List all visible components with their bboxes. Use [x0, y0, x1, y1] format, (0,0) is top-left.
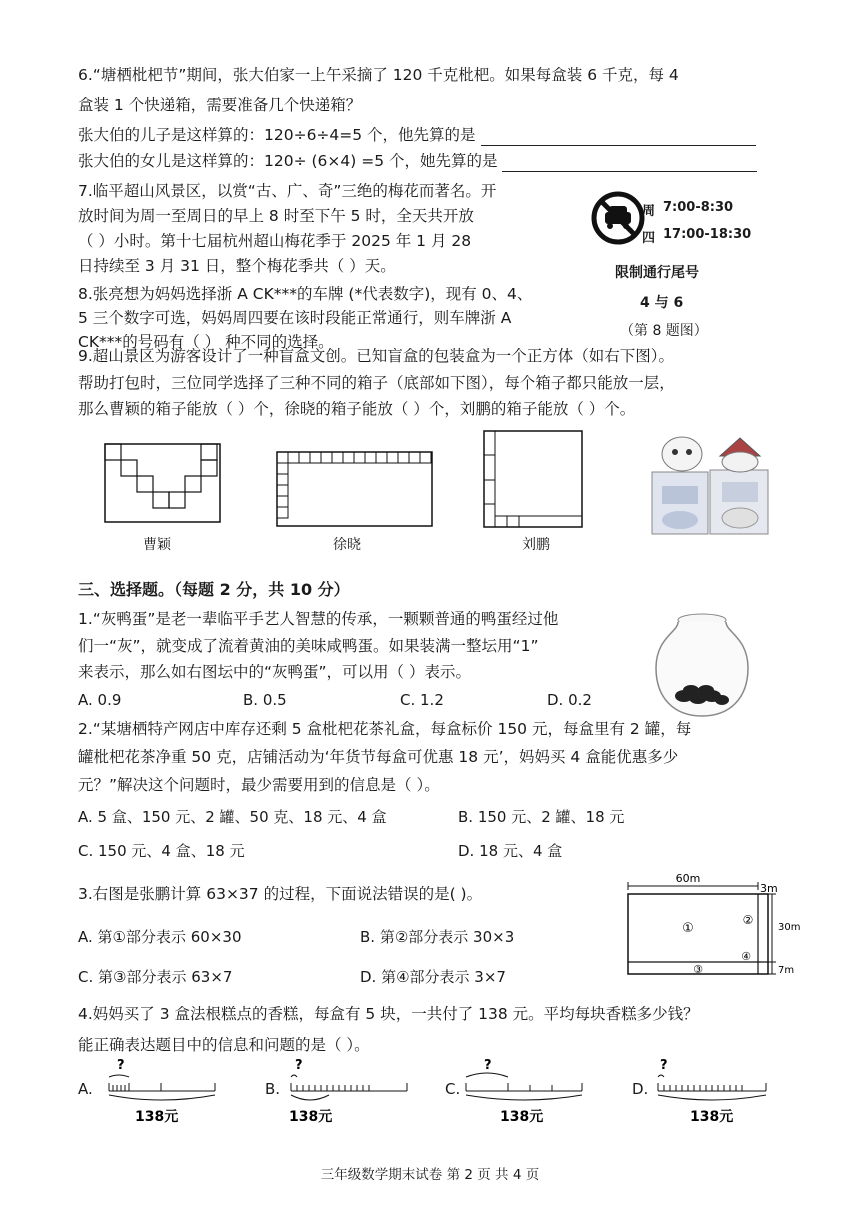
fig-part-4: ④ — [741, 950, 751, 963]
grid-cell — [277, 463, 288, 474]
q7-line-3: （ ）小时。第十七届杭州超山梅花季于 2025 年 1 月 28 — [78, 232, 472, 250]
fig-label-30m: 30m — [778, 922, 801, 933]
fig-label-3m: 3m — [760, 882, 778, 895]
grid-cell — [376, 452, 387, 463]
q8-line-3: CK***的号码有（ ） 种不同的选择。 — [78, 333, 334, 351]
total-label: 138元 — [690, 1109, 734, 1125]
q7-line-2: 放时间为周一至周日的早上 8 时至下午 5 时，全天共开放 — [78, 207, 474, 225]
grid-cell — [277, 507, 288, 518]
box-liupeng-figure — [483, 430, 585, 530]
total-label: 138元 — [135, 1109, 179, 1125]
c2-line-2: 罐枇杷花茶净重 50 克，店铺活动为‘年货节每盒可优惠 18 元’，妈妈买 4 盒能优惠多少 — [78, 748, 679, 766]
q6-line-4 — [78, 150, 757, 172]
grid-cell — [310, 452, 321, 463]
sign-day-1: 周 — [642, 204, 656, 219]
c3-option-b[interactable]: B. 第②部分表示 30×3 — [360, 928, 515, 946]
c1-line-3: 来表示，那么如右图坛中的“灰鸭蛋”，可以用（ ）表示。 — [78, 663, 471, 681]
grid-cell — [277, 485, 288, 496]
fig-label-60m: 60m — [675, 872, 701, 885]
c2-option-a[interactable]: A. 5 盒、150 元、2 罐、50 克、18 元、4 盒 — [78, 808, 387, 826]
c2-line-1: 2.“某塘栖特产网店中库存还剩 5 盒枇杷花茶礼盒，每盒标价 150 元，每盒里有 2 罐，每 — [78, 720, 692, 738]
grid-cell — [420, 452, 431, 463]
c3-option-c[interactable]: C. 第③部分表示 63×7 — [78, 968, 233, 986]
c4-diagram-b — [285, 1055, 413, 1127]
c1-option-c[interactable]: C. 1.2 — [400, 691, 444, 709]
q6-line-3 — [78, 124, 756, 146]
c2-line-3: 元？”解决这个问题时，最少需要用到的信息是（ ）。 — [78, 776, 440, 794]
grid-cell — [277, 496, 288, 507]
jar-icon — [652, 612, 752, 720]
total-label: 138元 — [289, 1109, 333, 1125]
grid-cell — [277, 452, 288, 463]
answer-blank[interactable] — [481, 145, 756, 146]
fig-part-1: ① — [682, 921, 694, 936]
sign-time-2: 17:00-18:30 — [663, 227, 752, 242]
sign-day-2: 四 — [642, 231, 656, 246]
c1-option-b[interactable]: B. 0.5 — [243, 691, 287, 709]
question-mark: ? — [484, 1058, 492, 1073]
grid-cell — [343, 452, 354, 463]
grid-cell — [299, 452, 310, 463]
c4-diagram-c — [460, 1055, 588, 1127]
c4-line-1: 4.妈妈买了 3 盒法根糕点的香糕，每盒有 5 块，一共付了 138 元。平均每块香糕多少钱？ — [78, 1005, 699, 1023]
sign-numbers: 4 与 6 — [640, 295, 684, 311]
question-mark: ? — [295, 1058, 303, 1073]
blind-box-photo-icon — [648, 430, 772, 538]
box-xuxiao-label: 徐晓 — [333, 537, 361, 553]
box-liupeng-label: 刘鹏 — [522, 537, 550, 553]
fig-part-2: ② — [742, 913, 754, 927]
page-footer: 三年级数学期末试卷 第 2 页 共 4 页 — [320, 1167, 540, 1183]
question-mark: ? — [660, 1058, 668, 1073]
sign-caption: （第 8 题图） — [620, 323, 708, 339]
q7-line-1: 7.临平超山风景区，以赏“古、广、奇”三绝的梅花而著名。开 — [78, 182, 497, 200]
total-label: 138元 — [500, 1109, 544, 1125]
sign-time-1: 7:00-8:30 — [663, 200, 734, 215]
no-car-sign-icon — [590, 190, 650, 250]
area-model-figure — [612, 872, 812, 994]
q8-line-2: 5 三个数字可选，妈妈周四要在该时段能正常通行，则车牌浙 A — [78, 309, 512, 327]
c3-line-1: 3.右图是张鹏计算 63×37 的过程，下面说法错误的是( )。 — [78, 885, 483, 903]
sign-title: 限制通行尾号 — [615, 265, 699, 281]
box-caoying-figure — [104, 443, 224, 525]
box-caoying-label: 曹颖 — [143, 537, 171, 553]
box-xuxiao-figure — [276, 451, 436, 529]
grid-cell — [277, 474, 288, 485]
c4-option-b[interactable]: B. — [265, 1080, 281, 1098]
q6-line-3-text: 张大伯的儿子是这样算的：120÷6÷4=5 个，他先算的是 — [78, 126, 476, 144]
c1-option-d[interactable]: D. 0.2 — [547, 691, 592, 709]
q9-line-1: 9.超山景区为游客设计了一种盲盒文创。已知盲盒的包装盒为一个正方体（如右下图）。 — [78, 347, 675, 365]
grid-cell — [409, 452, 420, 463]
grid-cell — [354, 452, 365, 463]
section-3-title: 三、选择题。（每题 2 分，共 10 分） — [78, 580, 350, 599]
c4-line-2: 能正确表达题目中的信息和问题的是（ ）。 — [78, 1036, 370, 1054]
q8-line-1: 8.张亮想为妈妈选择浙 A CK***的车牌 (*代表数字)，现有 0、4、 — [78, 285, 533, 303]
c2-option-c[interactable]: C. 150 元、4 盒、18 元 — [78, 842, 245, 860]
fig-label-7m: 7m — [778, 965, 795, 976]
c4-option-c[interactable]: C. — [445, 1080, 461, 1098]
answer-blank[interactable] — [502, 171, 757, 172]
q6-line-2: 盒装 1 个快递箱，需要准备几个快递箱？ — [78, 96, 362, 114]
c1-option-a[interactable]: A. 0.9 — [78, 691, 122, 709]
q9-line-3: 那么曹颖的箱子能放（ ）个，徐晓的箱子能放（ ）个，刘鹏的箱子能放（ ）个。 — [78, 400, 636, 418]
question-mark: ? — [117, 1058, 125, 1073]
c2-option-b[interactable]: B. 150 元、2 罐、18 元 — [458, 808, 625, 826]
grid-cell — [398, 452, 409, 463]
c4-diagram-a — [103, 1055, 221, 1127]
fig-part-3: ③ — [693, 963, 703, 976]
c3-option-a[interactable]: A. 第①部分表示 60×30 — [78, 928, 242, 946]
c4-diagram-d — [652, 1055, 772, 1127]
c1-line-2: 们一“灰”，就变成了流着黄油的美味咸鸭蛋。如果装满一整坛用“1” — [78, 637, 539, 655]
grid-cell — [321, 452, 332, 463]
c2-option-d[interactable]: D. 18 元、4 盒 — [458, 842, 563, 860]
grid-cell — [288, 452, 299, 463]
c4-option-a[interactable]: A. — [78, 1080, 93, 1098]
grid-cell — [332, 452, 343, 463]
grid-cell — [365, 452, 376, 463]
c3-option-d[interactable]: D. 第④部分表示 3×7 — [360, 968, 506, 986]
q6-line-1: 6.“塘栖枇杷节”期间，张大伯家一上午采摘了 120 千克枇杷。如果每盒装 6 千克，每 4 — [78, 66, 679, 84]
q6-line-4-text: 张大伯的女儿是这样算的：120÷ (6×4) =5 个，她先算的是 — [78, 152, 498, 170]
q9-line-2: 帮助打包时，三位同学选择了三种不同的箱子（底部如下图），每个箱子都只能放一层， — [78, 374, 675, 392]
q7-line-4: 日持续至 3 月 31 日，整个梅花季共（ ）天。 — [78, 257, 396, 275]
c4-option-d[interactable]: D. — [632, 1080, 649, 1098]
c1-line-1: 1.“灰鸭蛋”是老一辈临平手艺人智慧的传承，一颗颗普通的鸭蛋经过他 — [78, 610, 559, 628]
grid-cell — [387, 452, 398, 463]
